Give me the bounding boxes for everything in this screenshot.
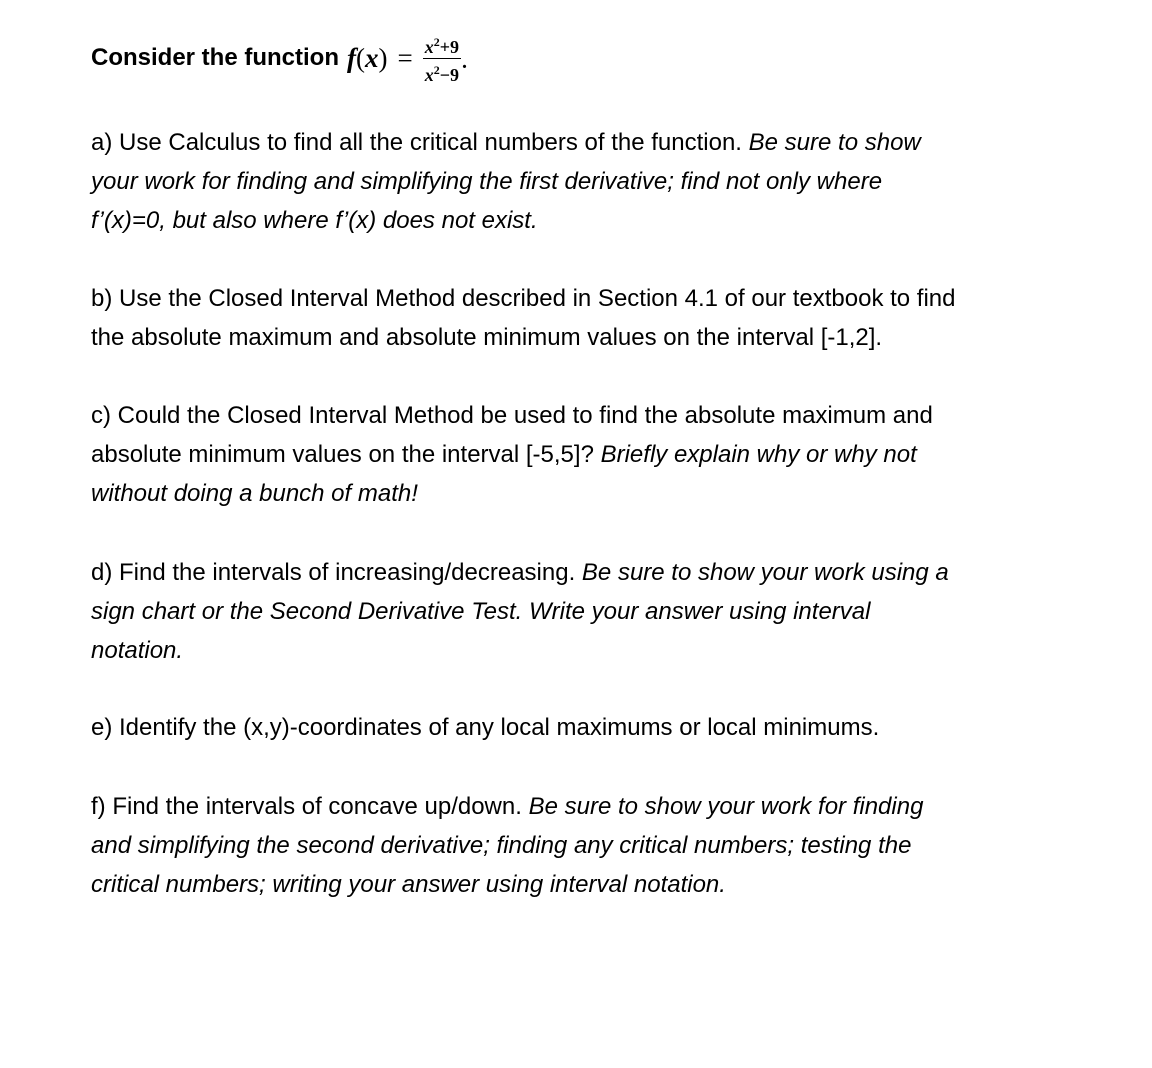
part-d-instruction-cont: sign chart or the Second Derivative Test. Write your answer using interval xyxy=(91,598,871,625)
fraction-numerator xyxy=(423,32,461,59)
part-c-line-3 xyxy=(91,474,1091,513)
question-part-f xyxy=(91,787,1091,904)
part-a-instruction: Be sure to show xyxy=(748,129,921,156)
part-c-instruction-end: without doing a bunch of math! xyxy=(91,480,418,507)
function-variable: x xyxy=(365,42,379,73)
function-fraction xyxy=(423,32,461,85)
function-close-paren: ) xyxy=(378,42,388,73)
intro-text: Consider the function xyxy=(91,44,339,71)
part-e-line-1: e) Identify the (x,y)-coordinates of any local maximums or local minimums. xyxy=(91,714,880,741)
part-b-line-2: the absolute maximum and absolute minimum values on the interval [-1,2]. xyxy=(91,324,883,351)
part-d-prompt: d) Find the intervals of increasing/decreasing. xyxy=(91,559,582,586)
part-a-line-2 xyxy=(91,162,1091,201)
part-a-line-1 xyxy=(91,123,1091,162)
part-f-instruction-end: critical numbers; writing your answer using interval notation. xyxy=(91,871,726,898)
part-f-line-2 xyxy=(91,826,1091,865)
question-part-a xyxy=(91,123,1091,240)
function-open-paren: ( xyxy=(356,42,365,73)
part-c-line-2 xyxy=(91,435,1091,474)
part-d-instruction-end: notation. xyxy=(91,637,184,664)
part-f-instruction: Be sure to show your work for finding xyxy=(528,793,924,820)
part-f-prompt: f) Find the intervals of concave up/down. xyxy=(91,793,529,820)
question-part-b xyxy=(91,279,1091,357)
part-a-prompt: a) Use Calculus to find all the critical numbers of the function. xyxy=(91,129,749,156)
part-c-line-1: c) Could the Closed Interval Method be used to find the absolute maximum and xyxy=(91,402,933,429)
part-d-line-3 xyxy=(91,631,1091,670)
denominator-variable: x xyxy=(424,64,434,85)
function-statement xyxy=(91,30,467,86)
question-part-e xyxy=(91,708,1091,747)
equals-sign: = xyxy=(397,42,413,73)
question-part-d xyxy=(91,553,1091,670)
part-f-line-1 xyxy=(91,787,1091,826)
numerator-constant: +9 xyxy=(439,36,459,57)
function-name: f xyxy=(347,42,356,73)
part-f-instruction-cont: and simplifying the second derivative; finding any critical numbers; testing the xyxy=(91,832,912,859)
part-b-line-1: b) Use the Closed Interval Method described in Section 4.1 of our textbook to find xyxy=(91,285,956,312)
part-c-prompt: absolute minimum values on the interval [-5,5]? xyxy=(91,441,601,468)
part-a-instruction-end: f’(x)=0, but also where f’(x) does not exist. xyxy=(91,207,538,234)
part-a-line-3 xyxy=(91,201,1091,240)
part-c-instruction: Briefly explain why or why not xyxy=(600,441,917,468)
numerator-variable: x xyxy=(424,36,434,57)
denominator-constant: −9 xyxy=(439,64,459,85)
part-a-instruction-cont: your work for finding and simplifying the first derivative; find not only where xyxy=(91,168,883,195)
part-d-line-1 xyxy=(91,553,1091,592)
part-d-line-2 xyxy=(91,592,1091,631)
numerator-exponent: 2 xyxy=(433,34,440,49)
function-notation xyxy=(347,43,388,74)
statement-period: . xyxy=(462,50,467,73)
part-d-instruction: Be sure to show your work using a xyxy=(581,559,949,586)
fraction-denominator xyxy=(423,59,461,85)
denominator-exponent: 2 xyxy=(433,62,440,77)
part-f-line-3 xyxy=(91,865,1091,904)
question-part-c xyxy=(91,396,1091,513)
